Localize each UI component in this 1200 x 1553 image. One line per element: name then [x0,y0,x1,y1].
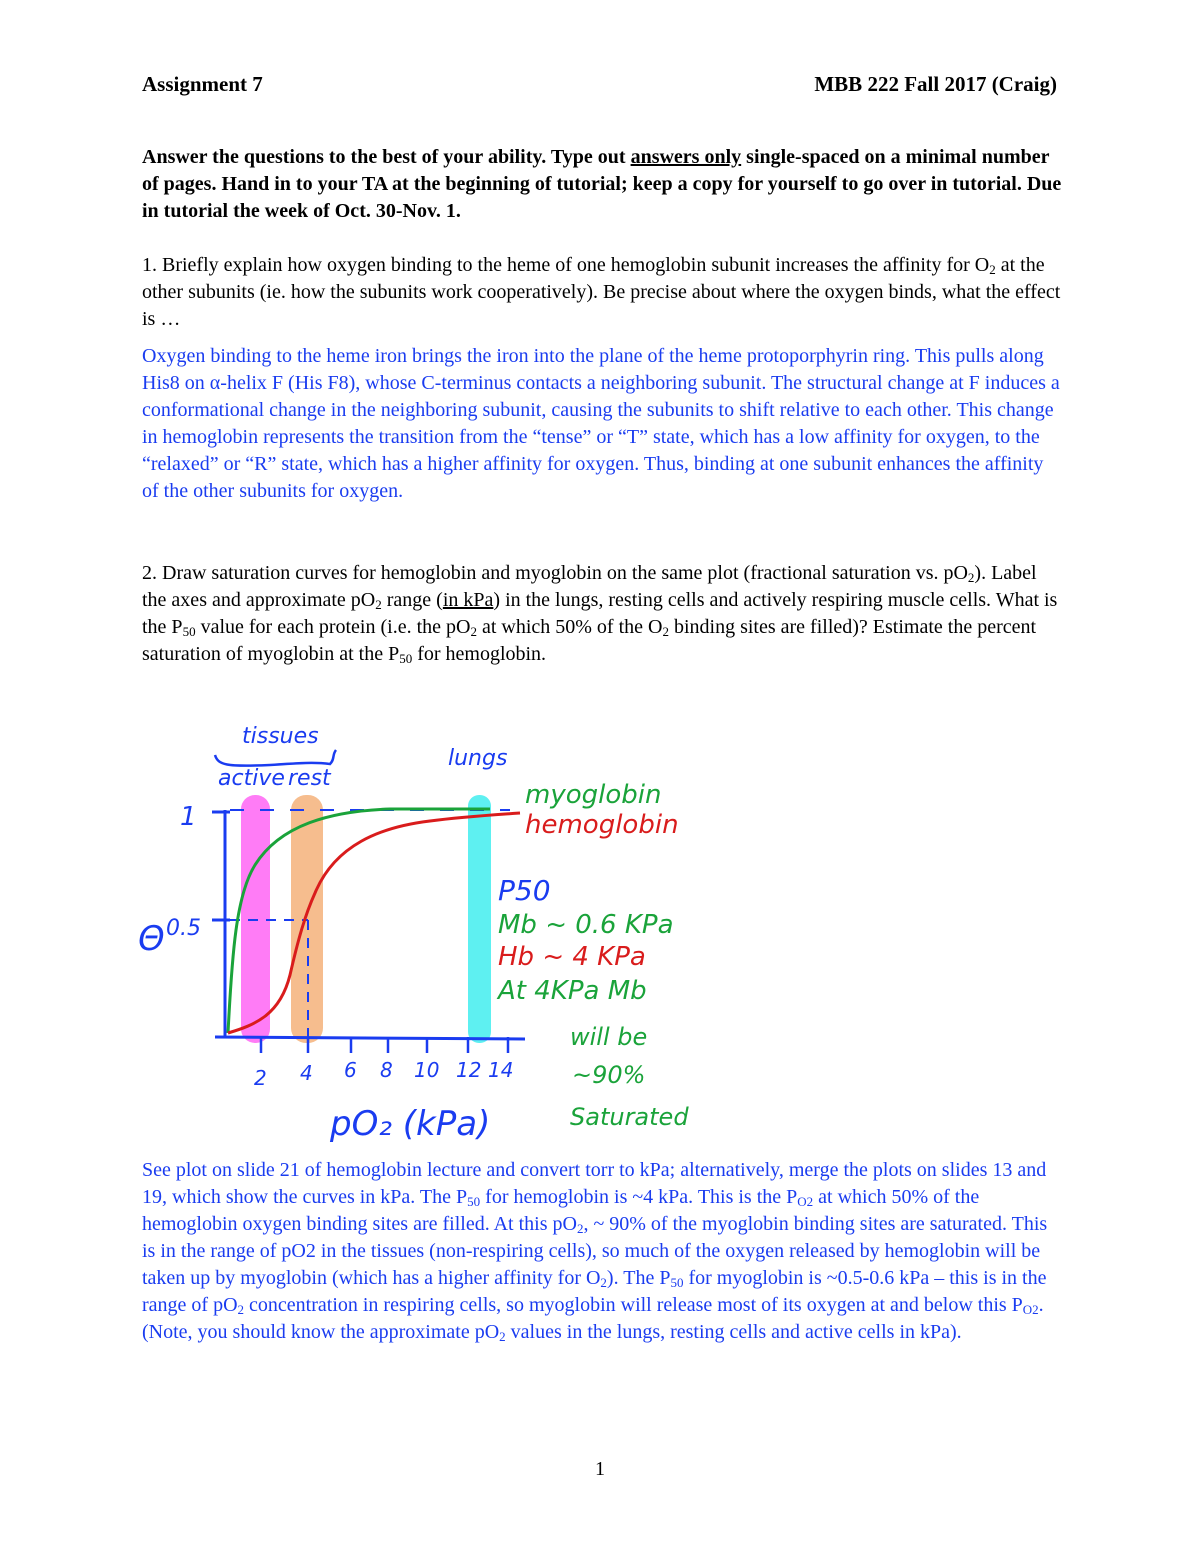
y-value-half: 0.5 [166,916,201,941]
x-tick-label: 12 [456,1058,482,1082]
tissues-label: tissues [242,724,319,749]
x-tick-label: 6 [344,1058,357,1082]
note-90: ~90% [572,1061,646,1089]
note-mb: Mb ~ 0.6 KPa [498,910,674,940]
question-1: 1. Briefly explain how oxygen binding to the heme of one hemoglobin subunit increases the affinity for $O_2$ at the other subunits (ie. how the subunits work cooperatively). Be precise about where the oxygen binds, what the effect is … [142,254,1061,330]
theta-symbol: Θ [138,919,165,959]
assignment-title: Assignment 7 [142,72,263,96]
rest-label: rest [288,766,331,791]
x-tick-label: 4 [300,1061,313,1085]
myoglobin-label: myoglobin [525,780,662,810]
x-tick-label: 14 [488,1058,514,1082]
question-2: 2. Draw saturation curves for hemoglobin and myoglobin on the same plot (fractional saturation vs. $pO_2$). Label the axes and approximate $pO_2$ range (in kPa) in the lungs, resting cells and actively respiring muscle cells. What is the $P_{50}$ value for each protein (i.e. the $pO_2$ at which 50% of the $O_2$ binding sites are filled)? Estimate the percent saturation of myoglobin at the $P_{50}$ for hemoglobin. [142,562,1058,666]
note-willbe: will be [570,1023,648,1051]
lungs-label: lungs [448,746,508,771]
y-value-1: 1 [180,802,197,832]
note-saturated: Saturated [570,1103,689,1131]
instructions: Answer the questions to the best of your ability. Type out answers only single-spaced on a minimal number of pages. Hand in to your TA at the beginning of tutorial; keep a copy for yourself to go over in tutorial. Due in tutorial the week of Oct. 30-Nov. 1. [142,146,1062,222]
x-tick-label: 2 [254,1066,267,1090]
x-tick-label: 8 [380,1058,393,1082]
note-at4: At 4KPa Mb [498,976,647,1006]
x-axis-label: pO₂ (kPa) [330,1104,491,1144]
answer-2: See plot on slide 21 of hemoglobin lecture and convert torr to kPa; alternatively, merge the plots on slides 13 and 19, which show the curves in kPa. The $P_{50}$ for hemoglobin is ~4 kPa. This is the $P_{O2}$ at which 50% of the hemoglobin oxygen binding sites are filled. At this $pO_2$, ~ 90% of the myoglobin binding sites are saturated. This is in the range of pO2 in the tissues (non-respiring cells), so much of the oxygen released by hemoglobin will be taken up by myoglobin (which has a higher affinity for $O_2$). The $P_{50}$ for myoglobin is ~0.5-0.6 kPa – this is in the range of $pO_2$ concentration in respiring cells, so myoglobin will release most of its oxygen at and below this $P_{O2}$. (Note, you should know the approximate $pO_2$ values in the lungs, resting cells and active cells in kPa). [142,1159,1048,1344]
course-title: MBB 222 Fall 2017 (Craig) [814,72,1057,96]
lungs-band [468,795,491,1043]
note-hb: Hb ~ 4 KPa [498,942,646,972]
note-p50: P50 [498,874,551,907]
x-tick-label: 10 [414,1058,440,1082]
saturation-curve-sketch [130,715,690,1145]
active-label: active [218,766,285,791]
page-number: 1 [595,1458,605,1480]
tissues-bracket [215,750,336,766]
answer-1: Oxygen binding to the heme iron brings the iron into the plane of the heme protoporphyrin ring. This pulls along His8 on α-helix F (His F8), whose C-terminus contacts a neighboring subunit. The structural change at F induces a conformational change in the neighboring subunit, causing the subunits to shift relative to each other. This change in hemoglobin represents the transition from the “tense” or “T” state, which has a low affinity for oxygen, to the “relaxed” or “R” state, which has a higher affinity for oxygen. Thus, binding at one subunit enhances the affinity of the other subunits for oxygen. [142,345,1060,502]
hemoglobin-label: hemoglobin [525,810,679,840]
